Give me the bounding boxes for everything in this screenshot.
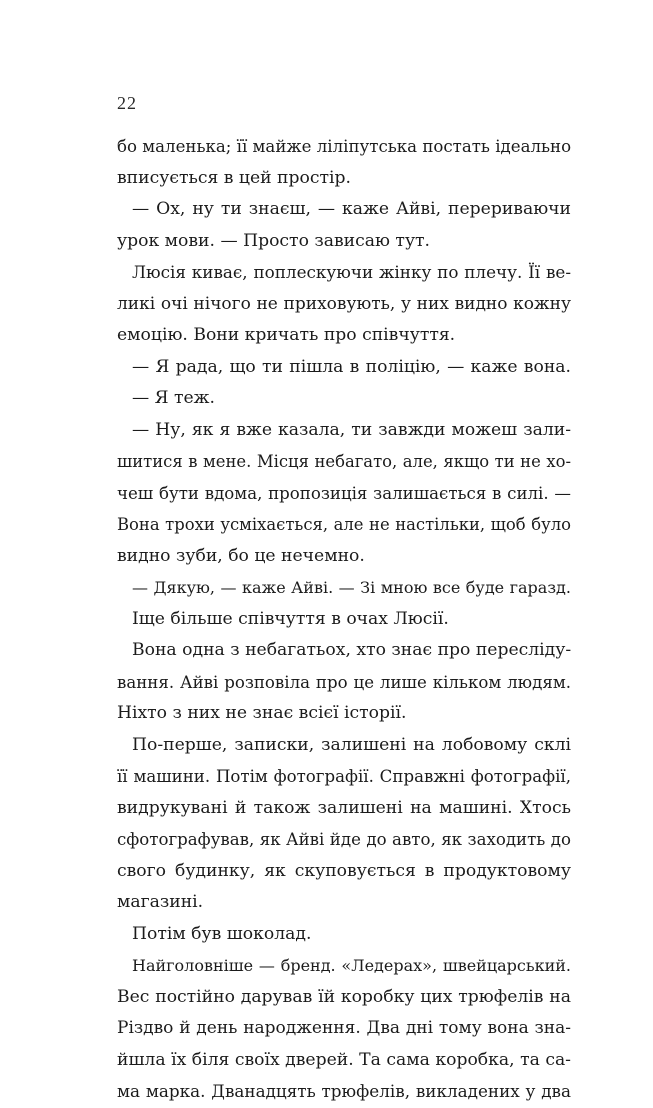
text-line: чеш бути вдома, пропозиція залишається в силі. — [117, 483, 571, 503]
text-line: Найголовніше — бренд. «Ледерах», швейцарський. [132, 956, 571, 975]
text-line: Ніхто з них не знає всієї історії. [117, 703, 407, 723]
page-number: 22 [117, 93, 137, 113]
text-line: емоцію. Вони кричать про співчуття. [117, 325, 456, 345]
text-line: Іще більше співчуття в очах Люсії. [132, 608, 449, 629]
text-line: видрукувані й також залишені на машині. Хтось [117, 797, 571, 818]
text-line: вписується в цей простір. [117, 167, 351, 188]
text-line: ма марка. Дванадцять трюфелів, викладених у два [117, 1081, 571, 1101]
text-line: — Я теж. [132, 388, 215, 408]
text-line: Люсія киває, поплескуючи жінку по плечу. Її ве- [132, 262, 571, 282]
text-line: свого будинку, як скуповується в продуктовому [117, 860, 571, 881]
body-text [117, 131, 571, 1108]
text-line: — Ох, ну ти знаєш, — каже Айві, перериваючи [132, 199, 571, 219]
text-line: Вона одна з небагатьох, хто знає про пересліду- [132, 640, 572, 660]
text-line: Потім був шоколад. [132, 923, 312, 944]
text-line: Вес постійно дарував їй коробку цих трюфелів на [117, 986, 571, 1007]
text-line: йшла їх біля своїх дверей. Та сама коробка, та са- [117, 1049, 571, 1070]
text-line: її машини. Потім фотографії. Справжні фотографії, [117, 767, 571, 786]
text-line: Вона трохи усміхається, але не настільки, щоб було [117, 515, 571, 534]
text-line: — Я рада, що ти пішла в поліцію, — каже вона. [132, 356, 571, 377]
text-line: сфотографував, як Айві йде до авто, як заходить до [117, 830, 571, 849]
text-line: вання. Айві розповіла про це лише кільком людям. [117, 672, 571, 692]
text-line: — Ну, як я вже казала, ти завжди можеш зали- [132, 419, 571, 440]
text-line: видно зуби, бо це нечемно. [117, 545, 365, 566]
text-line: шитися в мене. Місця небагато, але, якщо ти не хо- [117, 452, 571, 471]
text-line: По-перше, записки, залишені на лобовому склі [132, 734, 571, 755]
text-line: урок мови. — Просто зависаю тут. [117, 230, 431, 251]
text-line: Різдво й день народження. Два дні тому вона зна- [117, 1018, 571, 1038]
text-line: — Дякую, — каже Айві. — Зі мною все буде гаразд. [132, 578, 571, 597]
text-line: ликі очі нічого не приховують, у них видно кожну [117, 293, 571, 314]
text-line: бо маленька; її майже ліліпутська постать ідеально [117, 137, 572, 156]
text-line: магазині. [117, 892, 204, 912]
